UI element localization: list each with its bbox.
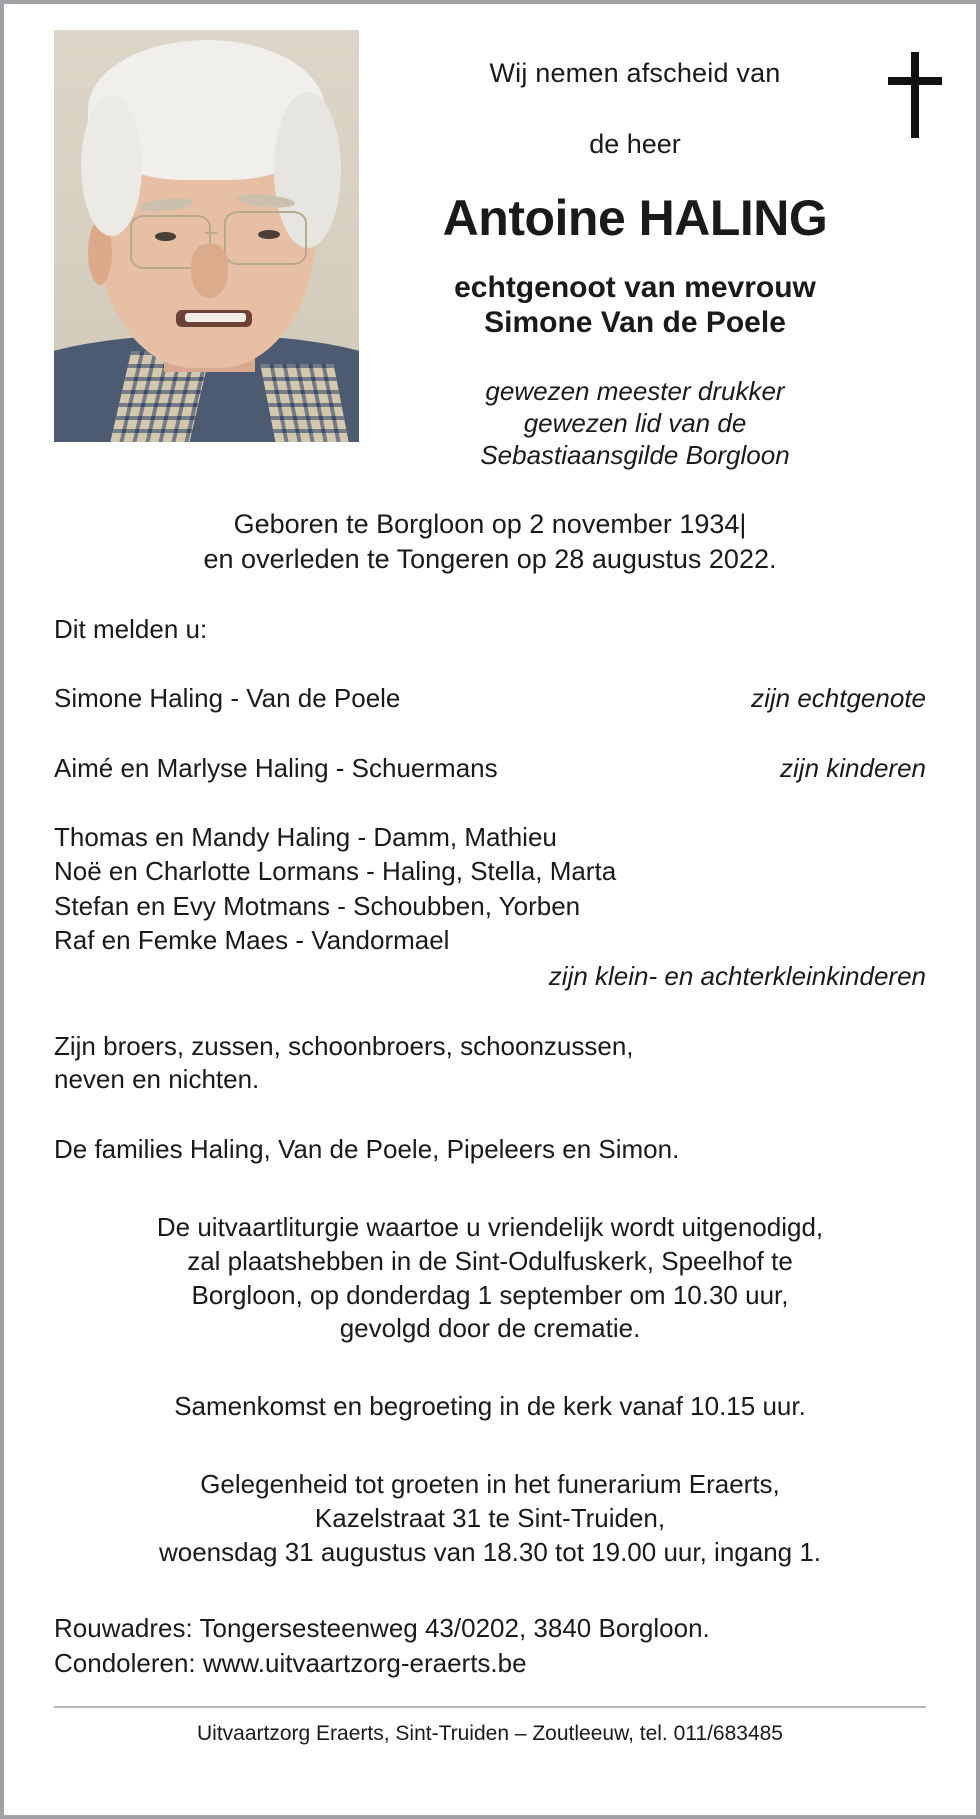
card-inner bbox=[4, 4, 976, 1815]
grandchildren-line: Thomas en Mandy Haling - Damm, Mathieu bbox=[54, 821, 557, 852]
roles-block bbox=[324, 375, 946, 472]
salutation: de heer bbox=[589, 129, 681, 159]
grandchildren-list bbox=[54, 820, 926, 994]
grandchildren-line: Raf en Femke Maes - Vandormael bbox=[54, 924, 450, 955]
role-line-2: gewezen lid van de bbox=[523, 408, 747, 439]
spouse-row bbox=[54, 682, 926, 716]
gathering-line: Samenkomst en begroeting in de kerk vanaf 10.15 uur. bbox=[174, 1391, 806, 1422]
liturgy-line: zal plaatshebben in de Sint-Odulfuskerk, Speelhof te bbox=[187, 1245, 793, 1276]
visitation-block bbox=[54, 1468, 926, 1569]
deceased-name: Antoine HALING bbox=[442, 190, 828, 246]
role-line-1: gewezen meester drukker bbox=[485, 375, 785, 406]
liturgy-block bbox=[54, 1211, 926, 1346]
liturgy-line: De uitvaartliturgie waartoe u vriendelijk wordt uitgenodigd, bbox=[156, 1211, 824, 1242]
visitation-line: woensdag 31 augustus van 18.30 tot 19.00 uur, ingang 1. bbox=[158, 1536, 822, 1567]
role-line-3: Sebastiaansgilde Borgloon bbox=[480, 440, 790, 471]
portrait-container bbox=[4, 30, 314, 442]
spouse-relation: zijn echtgenote bbox=[751, 683, 926, 714]
grandchildren-line: Noë en Charlotte Lormans - Haling, Stella, Marta bbox=[54, 856, 617, 887]
spouse-line-1: echtgenoot van mevrouw bbox=[454, 271, 816, 304]
condolences-line[interactable]: Condoleren: www.uitvaartzorg-eraerts.be bbox=[54, 1647, 527, 1678]
portrait-glasses-bridge bbox=[205, 232, 217, 234]
families-line: De families Haling, Van de Poele, Pipeleers en Simon. bbox=[54, 1134, 680, 1165]
death-line: en overleden te Tongeren op 28 augustus 2022. bbox=[203, 544, 777, 575]
portrait-nose bbox=[191, 244, 228, 298]
birth-line: Geboren te Borgloon op 2 november 1934| bbox=[233, 509, 747, 540]
life-dates bbox=[4, 507, 976, 576]
mourning-address: Rouwadres: Tongersesteenweg 43/0202, 3840 Borgloon. bbox=[54, 1613, 710, 1644]
spouse-name: Simone Haling - Van de Poele bbox=[54, 683, 401, 714]
visitation-line: Gelegenheid tot groeten in het funerarium Eraerts, bbox=[200, 1468, 780, 1499]
headings-block bbox=[314, 30, 976, 471]
siblings-line-2: neven en nichten. bbox=[54, 1064, 260, 1095]
portrait-glasses-right bbox=[224, 211, 307, 264]
visitation-line: Kazelstraat 31 te Sint-Truiden, bbox=[314, 1502, 666, 1533]
funeral-home-footer: Uitvaartzorg Eraerts, Sint-Truiden – Zoutleeuw, tel. 011/683485 bbox=[197, 1721, 783, 1745]
portrait-hair-left bbox=[81, 96, 142, 236]
siblings-block bbox=[54, 1030, 926, 1098]
cross-horizontal-bar bbox=[888, 77, 942, 85]
portrait-teeth bbox=[185, 313, 246, 322]
cross-vertical-bar bbox=[911, 52, 919, 138]
children-row bbox=[54, 752, 926, 786]
liturgy-line: Borgloon, op donderdag 1 september om 10.30 uur, bbox=[191, 1279, 789, 1310]
farewell-line: Wij nemen afscheid van bbox=[489, 58, 781, 88]
children-names: Aimé en Marlyse Haling - Schuermans bbox=[54, 753, 498, 784]
grandchildren-line: Stefan en Evy Motmans - Schoubben, Yorben bbox=[54, 890, 581, 921]
header-section bbox=[4, 4, 976, 471]
contact-block bbox=[54, 1611, 926, 1680]
siblings-line-1: Zijn broers, zussen, schoonbroers, schoonzussen, bbox=[54, 1030, 634, 1061]
spouse-line-2: Simone Van de Poele bbox=[484, 306, 786, 340]
announcement-body bbox=[4, 613, 976, 1680]
children-relation: zijn kinderen bbox=[780, 753, 926, 784]
grandchildren-relation: zijn klein- en achterkleinkinderen bbox=[548, 961, 926, 992]
liturgy-line: gevolgd door de crematie. bbox=[339, 1313, 641, 1344]
latin-cross-icon bbox=[888, 52, 942, 138]
announcement-intro: Dit melden u: bbox=[54, 613, 208, 644]
spouse-block bbox=[324, 270, 946, 341]
